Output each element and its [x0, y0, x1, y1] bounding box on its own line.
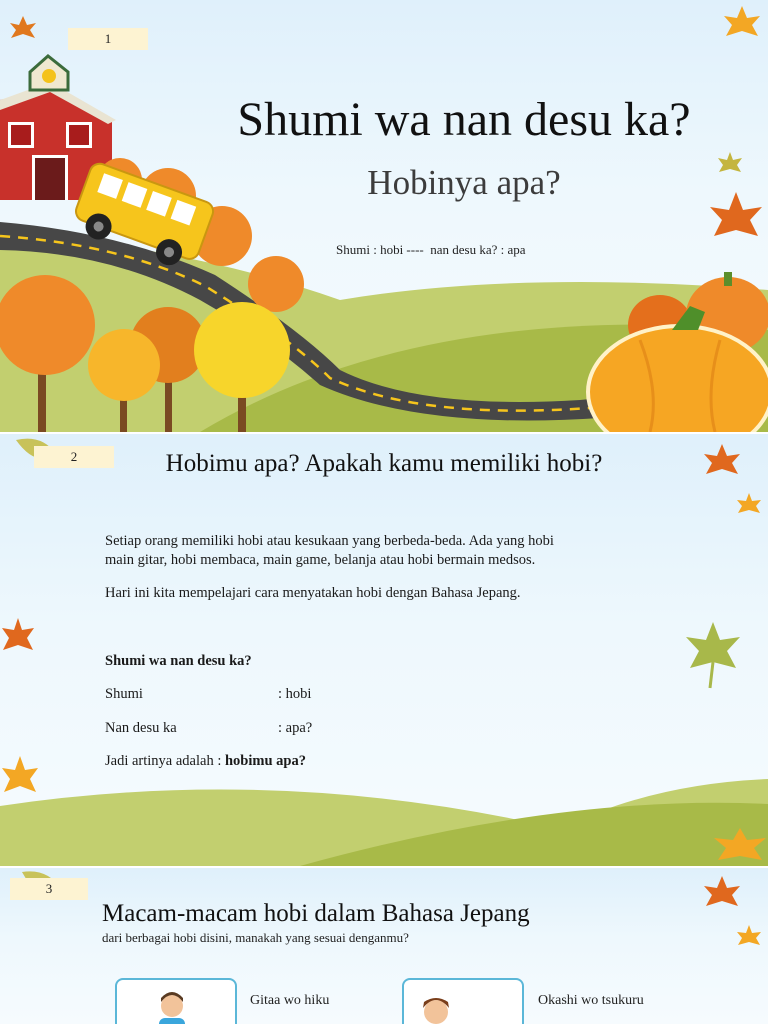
maple-leaf-icon — [0, 616, 36, 662]
conclusion-answer: hobimu apa? — [224, 753, 306, 769]
slide-heading: Macam-macam hobi dalam Bahasa Jepang — [102, 900, 530, 927]
conclusion-text — [105, 752, 306, 771]
question-text: Shumi wa nan desu ka? — [105, 653, 252, 669]
slide-number: 2 — [34, 446, 114, 468]
slide-1[interactable] — [0, 0, 768, 432]
maple-leaf-icon — [712, 826, 768, 866]
conclusion-prefix: Jadi artinya adalah : — [105, 753, 225, 769]
slide-3[interactable] — [0, 868, 768, 1024]
vocab-meaning: : apa? — [278, 720, 313, 736]
slide-subheading: dari berbagai hobi disini, manakah yang sesuai denganmu? — [102, 930, 409, 945]
maple-leaf-icon — [722, 4, 762, 44]
hobby-label: Okashi wo tsukuru — [538, 993, 644, 1008]
slide-title: Shumi wa nan desu ka? — [237, 93, 691, 146]
slide-heading: Hobimu apa? Apakah kamu memiliki hobi? — [165, 450, 603, 477]
intro-line-1: Setiap orang memiliki hobi atau kesukaan yang berbeda-beda. Ada yang hobi — [105, 533, 554, 549]
person-icon — [117, 980, 239, 1024]
hills-illustration — [0, 434, 768, 866]
person-icon — [404, 980, 526, 1024]
slide-subtitle: Hobinya apa? — [367, 163, 561, 202]
intro-line-2: main gitar, hobi membaca, main game, belanja atau hobi bermain medsos. — [105, 552, 536, 568]
hobby-label: Gitaa wo hiku — [250, 993, 330, 1008]
autumn-landscape-illustration — [0, 0, 768, 432]
maple-leaf-icon — [0, 754, 40, 814]
slide-number: 1 — [68, 28, 148, 50]
hobby-card-guitar[interactable] — [115, 978, 237, 1024]
maple-leaf-icon — [8, 14, 38, 44]
vocab-term: Shumi — [105, 686, 143, 702]
vocab-note: Shumi : hobi ---- nan desu ka? : apa — [336, 242, 526, 257]
hobby-card-baking[interactable] — [402, 978, 524, 1024]
maple-leaf-icon — [702, 874, 742, 918]
slide-number: 3 — [10, 878, 88, 900]
intro-paragraph-2: Hari ini kita mempelajari cara menyatakan hobi dengan Bahasa Jepang. — [105, 585, 521, 601]
maple-leaf-icon — [736, 492, 762, 518]
maple-leaf-icon — [684, 620, 742, 690]
vocab-meaning: : hobi — [278, 686, 312, 702]
maple-leaf-icon — [736, 924, 762, 950]
slide-2[interactable] — [0, 434, 768, 866]
vocab-term: Nan desu ka — [105, 720, 177, 736]
